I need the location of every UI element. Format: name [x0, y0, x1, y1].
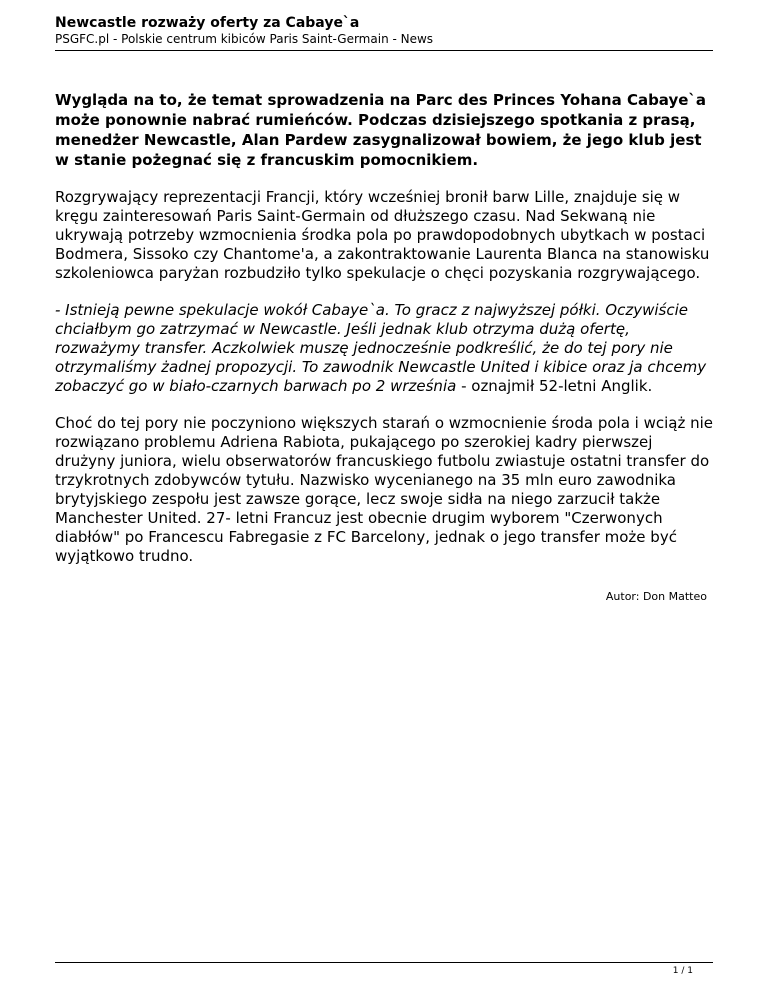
article-paragraph-1: Rozgrywający reprezentacji Francji, który wcześniej bronił barw Lille, znajduje się w kręgu zainteresowań Paris Saint-Germain od dłuższego czasu. Nad Sekwaną nie ukrywają potrzeby wzmocnienia środka pola po prawdopodobnych ubytkach w postaci Bodmera, Sissoko czy Chantome'a, a zakontraktowanie Laurenta Blanca na stanowisku szkoleniowca paryżan rozbudziło tylko spekulacje o chęci pozyskania rozgrywającego.	[55, 188, 710, 282]
document-footer	[55, 962, 713, 977]
page-number: 1 / 1	[672, 966, 693, 976]
quote-text: - Istnieją pewne spekulacje wokół Cabaye`a. To gracz z najwyższej półki. Oczywiście chciałbym go zatrzymać w Newcastle. Jeśli jednak klub otrzyma dużą ofertę, rozważymy transfer. Aczkolwiek muszę jednocześnie podkreślić, że do tej pory nie otrzymaliśmy żadnej propozycji. To zawodnik Newcastle United i kibice oraz ja chcemy zobaczyć go w biało-czarnych barwach po 2 września	[55, 301, 707, 395]
article-lead: Wygląda na to, że temat sprowadzenia na Parc des Princes Yohana Cabaye`a może ponownie nabrać rumieńców. Podczas dzisiejszego spotkania z prasą, menedżer Newcastle, Alan Pardew zasygnalizował bowiem, że jego klub jest w stanie pożegnać się z francuskim pomocnikiem.	[55, 91, 707, 169]
site-subtitle: PSGFC.pl - Polskie centrum kibiców Paris Saint-Germain - News	[55, 32, 434, 46]
article-body	[55, 90, 715, 604]
quote-attribution: - oznajmił 52-letni Anglik.	[456, 377, 653, 395]
article-paragraph-quote	[55, 301, 715, 396]
article-author: Autor: Don Matteo	[605, 590, 707, 603]
document-title: Newcastle rozważy oferty za Cabaye`a	[55, 15, 360, 31]
document-header	[55, 15, 713, 51]
article-paragraph-3: Choć do tej pory nie poczyniono większych starań o wzmocnienie środa pola i wciąż nie rozwiązano problemu Adriena Rabiota, pukającego po szerokiej kadry pierwszej drużyny juniora, wielu obserwatorów francuskiego futbolu zwiastuje ostatni transfer do trzykrotnych zdobywców tytułu. Nazwisko wycenianego na 35 mln euro zawodnika brytyjskiego zespołu jest zawsze gorące, lecz swoje sidła na niego zarzucił także Manchester United. 27- letni Francuz jest obecnie drugim wyborem "Czerwonych diabłów" po Francescu Fabregasie z FC Barcelony, jednak o jego transfer może być wyjątkowo trudno.	[55, 414, 714, 565]
